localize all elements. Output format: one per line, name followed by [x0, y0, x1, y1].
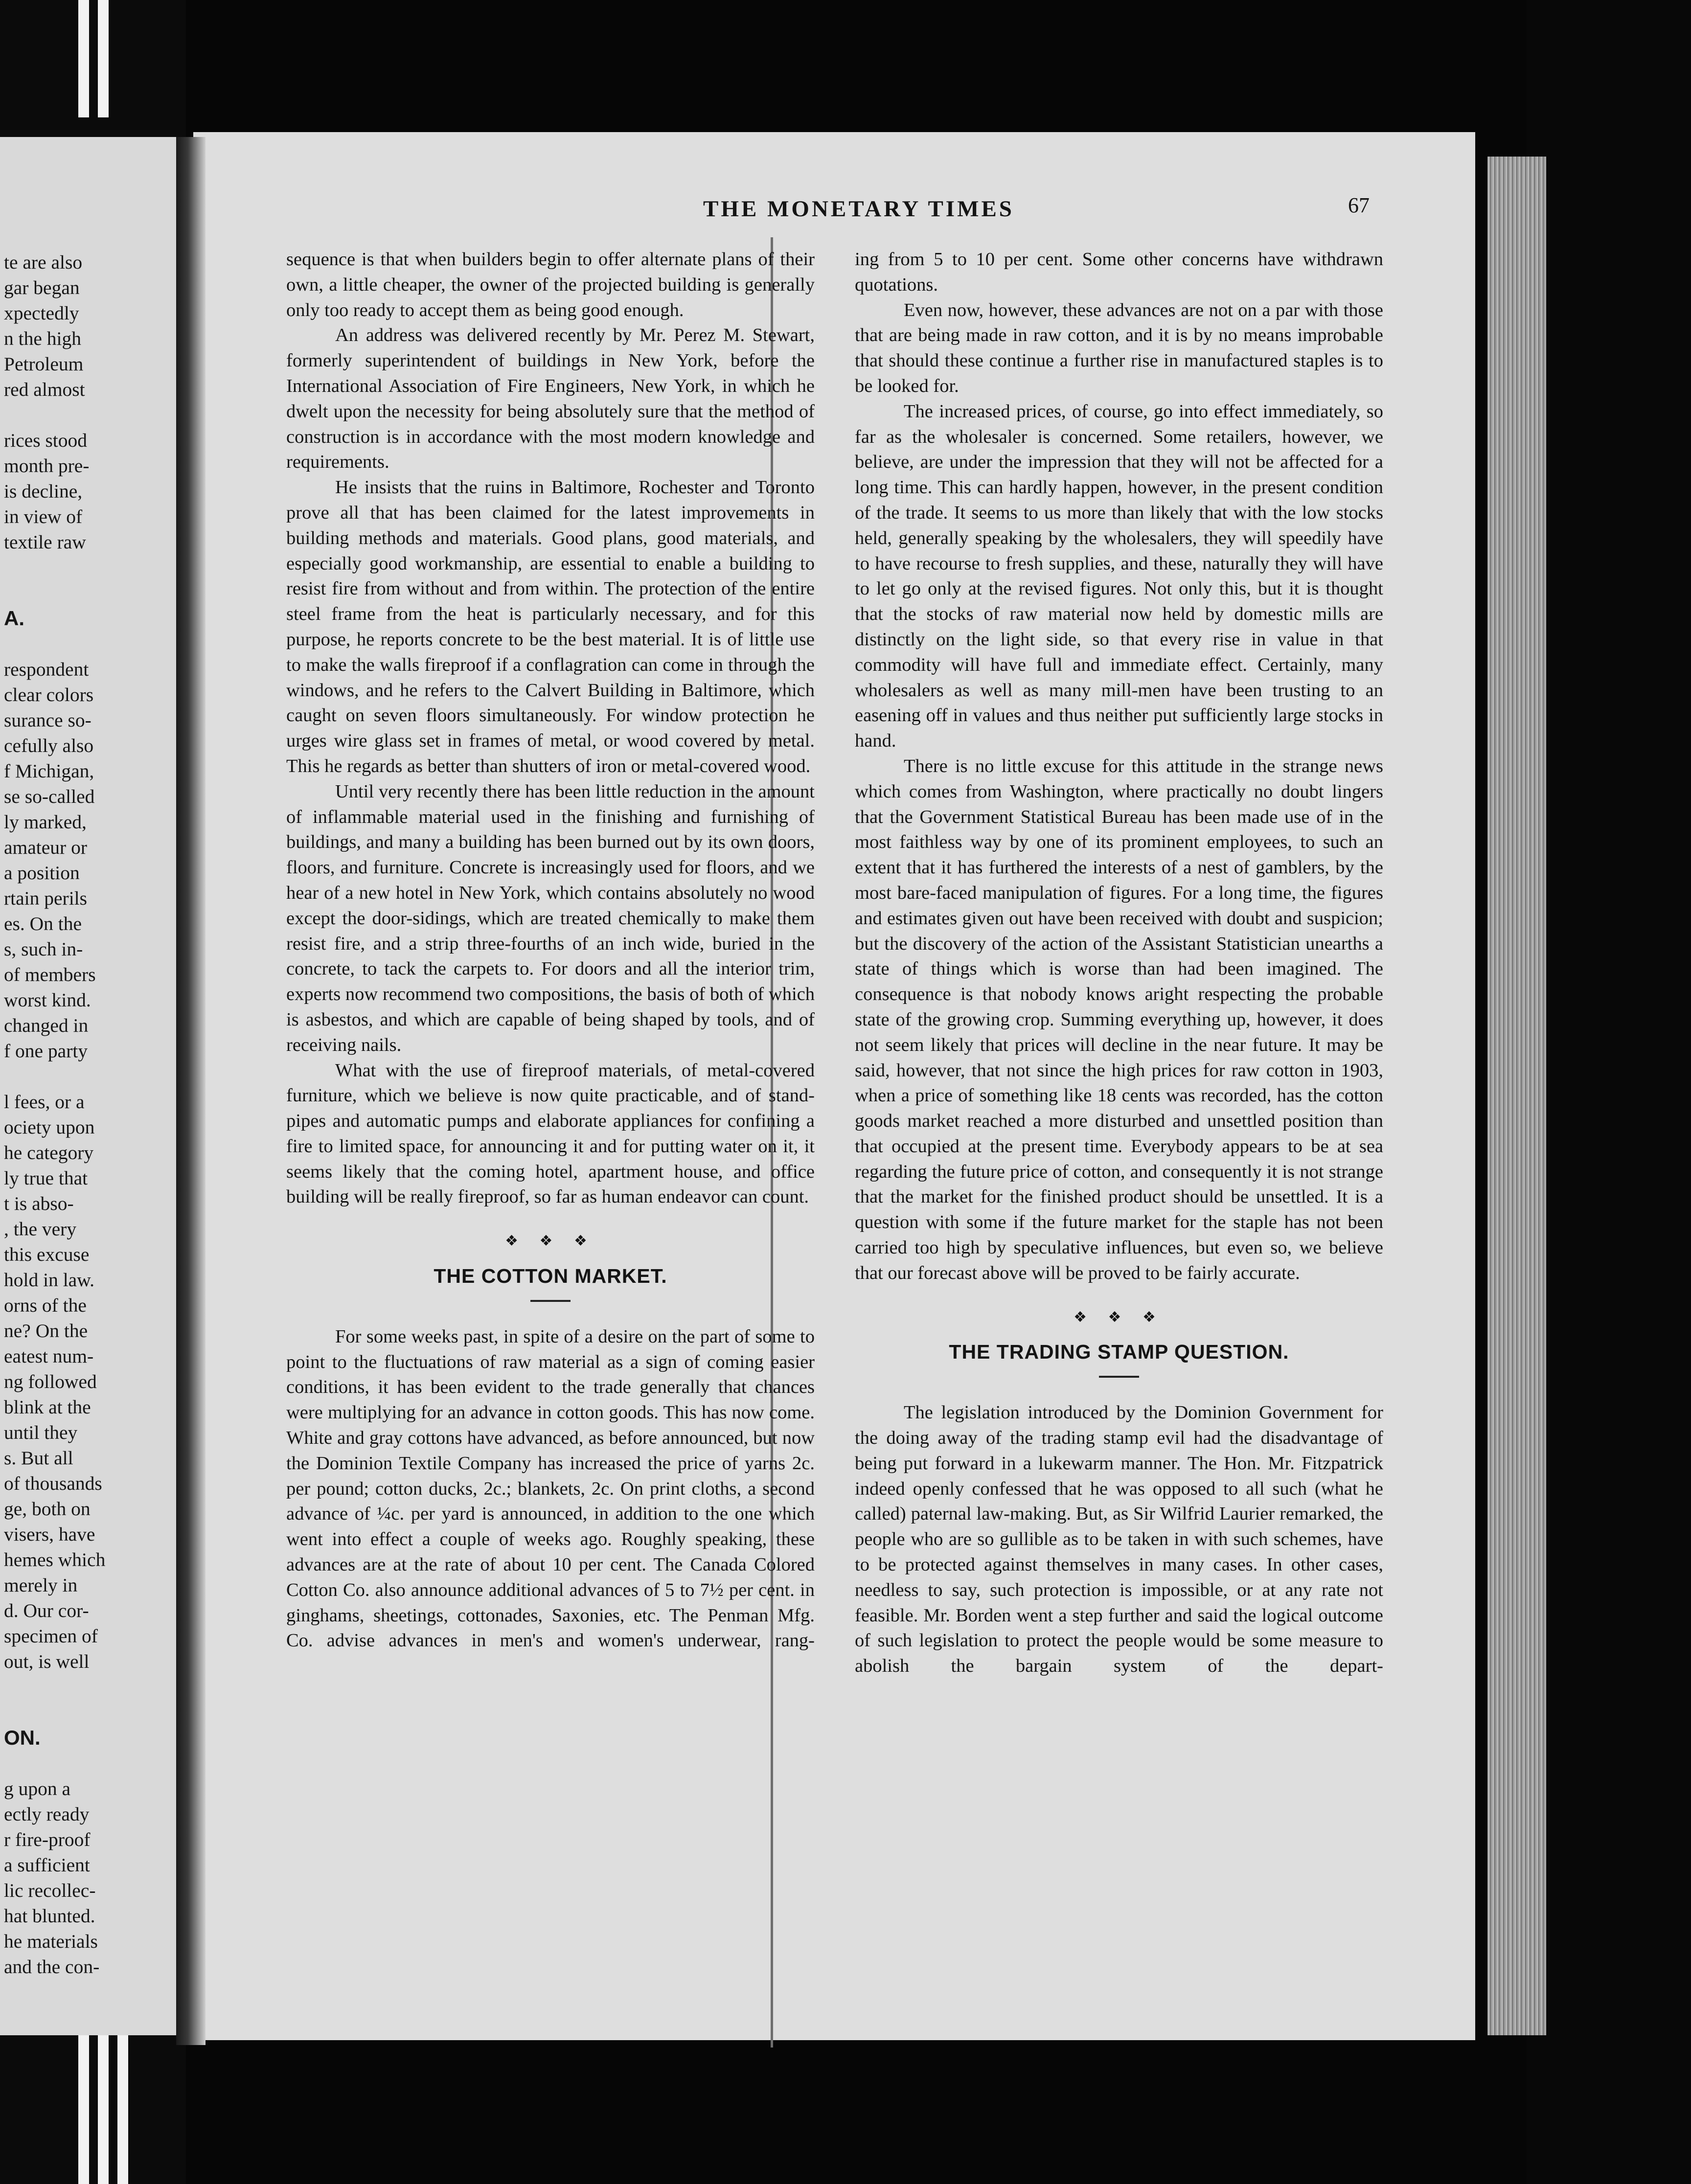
facing-line: ociety upon [4, 1116, 95, 1138]
facing-line: clear colors [4, 684, 94, 705]
facing-line: red almost [4, 379, 85, 400]
facing-line: es. On the [4, 913, 82, 934]
facing-line [4, 555, 185, 580]
facing-line: rices stood [4, 430, 88, 451]
facing-line: xpectedly [4, 302, 79, 324]
facing-line: hat blunted. [4, 1905, 95, 1927]
facing-page-text [4, 250, 185, 1979]
article-paragraph: He insists that the ruins in Baltimore, Rochester and Toronto prove all that has been claimed for the latest improvements in building methods and materials. Good plans, good materials, and especially good workmanship, are essential to enable a building to resist fire from without and from within. The protection of the entire steel frame from the heat is particularly necessary, and for this purpose, he reports concrete to be the best material. It is of little use to make the walls fireproof if a conflagration can come in through the windows, and he refers to the Calvert Building in Baltimore, which caught on seven floors simultaneously. For window protection he urges wire glass set in frames of metal, or wood covered by metal. This he regards as better than shutters of iron or metal-covered wood. [286, 477, 815, 776]
facing-line: s, such in- [4, 938, 83, 960]
facing-line: cefully also [4, 735, 94, 756]
facing-line: hold in law. [4, 1269, 95, 1291]
facing-line: and the con- [4, 1956, 100, 1978]
film-border-right [1527, 0, 1691, 2184]
facing-line: a sufficient [4, 1854, 90, 1876]
facing-line: of members [4, 964, 96, 985]
facing-line: merely in [4, 1574, 78, 1596]
facing-line: month pre- [4, 455, 90, 477]
facing-line: l fees, or a [4, 1091, 85, 1113]
newspaper-page [193, 132, 1475, 2040]
article-paragraph: The increased prices, of course, go into effect immediately, so far as the wholesaler is concerned. Some retailers, however, we believe, are under the impression that they will not be affected for a long time. This can hardly happen, however, in the present condition of the trade. It seems to us more than likely that with the low stocks held, generally speaking by the wholesalers, they will speedily have to have recourse to fresh supplies, and these, naturally they will have to let go only at the revised figures. Not only this, but it is thought that the stocks of raw material now held by domestic mills are distinctly on the light side, so that every rise in value in that commodity will have full and immediate effect. Certainly, many wholesalers as well as many mill-men have been trusting to an easening off in values and thus neither put sufficiently large stocks in hand. [855, 401, 1383, 751]
heading-rule [1099, 1376, 1139, 1378]
article-paragraph: The legislation introduced by the Dominion Government for the doing away of the trading stamp evil had the disadvantage of being put forward in a lukewarm manner. The Hon. Mr. Fitzpatrick indeed openly confessed that he was opposed to all such (what he called) paternal law-making. But, as Sir Wilfrid Laurier remarked, the people who are so gullible as to be taken in with such schemes, have to be protected against themselves in many cases. In other cases, needless to say, such protection is impossible, or at any rate not feasible. Mr. Borden went a step further and said the logical outcome of such legislation to protect the people would be some measure to abolish the bargain system of the depart- [855, 1402, 1383, 1677]
facing-line [4, 1700, 185, 1725]
facing-line: ge, both on [4, 1498, 91, 1520]
film-perforation-mark [78, 0, 89, 117]
article-paragraph: ing from 5 to 10 per cent. Some other concerns have withdrawn quotations. [855, 249, 1383, 295]
facing-line: of thousands [4, 1473, 102, 1494]
facing-line [4, 402, 185, 428]
facing-line: lic recollec- [4, 1880, 96, 1901]
film-perforation-mark [117, 2030, 128, 2184]
section-ornament: ❖ ❖ ❖ [505, 1233, 596, 1250]
facing-line: se so-called [4, 786, 95, 807]
article-paragraph: For some weeks past, in spite of a desire on the part of some to point to the fluctuations of raw material as a sign of coming easier conditions, it has been evident to the trade generally that chances were multiplying for an advance in cotton goods. This has now come. White and gray cottons have advanced, as before announced, but now the Dominion Textile Company has increased the price of yarns 2c. per pound; cotton ducks, 2c.; blankets, 2c. On print cloths, a second advance of ¼c. per yard is announced, in addition to the one which went into effect a couple of weeks ago. Roughly speaking, these advances are at the rate of about 10 per cent. The Canada Colored Cotton Co. also announce additional advances of 5 to 7½ per cent. in ginghams, sheetings, cottonades, Saxonies, etc. The Penman Mfg. Co. advise advances in men's and women's underwear, rang- [286, 1326, 815, 1651]
article-paragraph: Even now, however, these advances are not on a par with those that are being made in raw cotton, and it is by no means improbable that should these continue a further rise in manufactured staples is to be looked for. [855, 299, 1383, 396]
facing-line: , the very [4, 1218, 77, 1240]
facing-line: textile raw [4, 531, 86, 553]
facing-line: f one party [4, 1040, 88, 1062]
facing-line: n the high [4, 328, 81, 349]
film-perforation-mark [98, 2030, 109, 2184]
facing-line: g upon a [4, 1778, 71, 1799]
article-paragraph: There is no little excuse for this attitude in the strange news which comes from Washington, where practically no doubt lingers that the Government Statistical Bureau has been made use of in the most faithless way by one of its prominent employees, to such an extent that it has furthered the interests of a nest of gamblers, by the most bare-faced manipulation of figures. For a long time, the figures and estimates given out have been received with doubt and suspicion; but the discovery of the action of the Assistant Statistician unearths a state of things which is worse than had been imagined. The consequence is that nobody knows aright respecting the probable state of the growing crop. Summing everything up, however, it does not seem likely that prices will decline in the near future. It may be said, however, that not since the high prices for raw cotton in 1903, when a price of something like 18 cents was recorded, has the cotton goods market reached a more disturbed and unsettled position than that occupied at the present time. Everybody appears to be at sea regarding the future price of cotton, and consequently it is not strange that the market for the finished product should be unsettled. It is a question with some if the future market for the staple has not been carried too high by speculative influences, but even so, we believe that our forecast above will be proved to be fairly accurate. [855, 755, 1383, 1283]
book-gutter-shadow [176, 137, 206, 2045]
facing-line: f Michigan, [4, 760, 94, 782]
article-heading: THE COTTON MARKET. [434, 1265, 667, 1288]
facing-line [4, 631, 185, 657]
facing-line: this excuse [4, 1244, 90, 1265]
facing-line: te are also [4, 251, 83, 273]
facing-line [4, 1751, 185, 1776]
facing-line: Petroleum [4, 353, 84, 375]
facing-line [4, 1064, 185, 1089]
right-column [855, 247, 1383, 1679]
facing-line: s. But all [4, 1447, 73, 1469]
facing-page [0, 137, 188, 2035]
facing-line: hemes which [4, 1549, 106, 1570]
facing-line: ne? On the [4, 1320, 88, 1342]
section-ornament: ❖ ❖ ❖ [1074, 1309, 1165, 1325]
facing-line: surance so- [4, 709, 91, 731]
article-heading: THE TRADING STAMP QUESTION. [949, 1341, 1289, 1364]
article-paragraph: Until very recently there has been little reduction in the amount of inflammable material used in the finishing and furnishing of buildings, and many a building has been burned out by its own doors, floors, and furniture. Concrete is increasingly used for floors, and we hear of a new hotel in New York, which contains absolutely no wood except the door-sidings, which are treated chemically to make them resist fire, and a strip three-fourths of an inch wide, buried in the concrete, to tack the carpets to. For doors and all the interior trim, experts now recommend two compositions, the basis of both of which is asbestos, and which are capable of being shaped by tools, and of receiving nails. [286, 781, 815, 1055]
article-paragraph: What with the use of fireproof materials, of metal-covered furniture, which we believe is now quite practicable, and of stand-pipes and automatic pumps and elaborate appliances for confining a fire to limited space, for announcing it and for putting water on it, it seems likely that the coming hotel, apartment house, and office building will be really fireproof, so far as human endeavor can count. [286, 1060, 815, 1207]
facing-heading: A. [4, 607, 24, 630]
facing-line: worst kind. [4, 989, 91, 1011]
facing-line: amateur or [4, 837, 87, 858]
heading-rule [530, 1300, 571, 1302]
facing-line: a position [4, 862, 80, 884]
facing-line: ly marked, [4, 811, 87, 833]
facing-line: t is abso- [4, 1193, 74, 1214]
facing-line: orns of the [4, 1295, 87, 1316]
article-paragraph: sequence is that when builders begin to offer alternate plans of their own, a little cheaper, the owner of the projected building is generally only too ready to accept them as being good enough. [286, 249, 815, 320]
facing-line [4, 1674, 185, 1700]
facing-line: he materials [4, 1931, 98, 1952]
film-perforation-mark [78, 2030, 89, 2184]
facing-line: r fire-proof [4, 1829, 91, 1850]
facing-line: ectly ready [4, 1803, 90, 1825]
facing-line: d. Our cor- [4, 1600, 89, 1621]
facing-line: in view of [4, 506, 83, 527]
page-header [193, 193, 1475, 225]
facing-line: changed in [4, 1015, 89, 1036]
facing-line: rtain perils [4, 887, 88, 909]
masthead-title: THE MONETARY TIMES [703, 196, 1014, 222]
facing-line: ng followed [4, 1371, 97, 1392]
facing-line: specimen of [4, 1625, 98, 1647]
facing-line: visers, have [4, 1524, 95, 1545]
facing-line: gar began [4, 277, 80, 298]
facing-line [4, 580, 185, 606]
book-page-edges [1487, 157, 1546, 2035]
facing-line: eatest num- [4, 1345, 94, 1367]
left-column [286, 247, 815, 1654]
facing-line: ly true that [4, 1167, 88, 1189]
facing-line: out, is well [4, 1651, 90, 1672]
facing-line: is decline, [4, 480, 83, 502]
facing-heading: ON. [4, 1726, 41, 1749]
facing-line: blink at the [4, 1396, 91, 1418]
facing-line: he category [4, 1142, 94, 1163]
facing-line: until they [4, 1422, 78, 1443]
article-paragraph: An address was delivered recently by Mr. Perez M. Stewart, formerly superintendent of buildings in New York, before the International Association of Fire Engineers, New York, in which he dwelt upon the necessity for being absolutely sure that the method of construction is in accordance with the most modern knowledge and requirements. [286, 325, 815, 473]
facing-line: respondent [4, 659, 89, 680]
page-number: 67 [1348, 193, 1370, 217]
film-perforation-mark [98, 0, 109, 117]
